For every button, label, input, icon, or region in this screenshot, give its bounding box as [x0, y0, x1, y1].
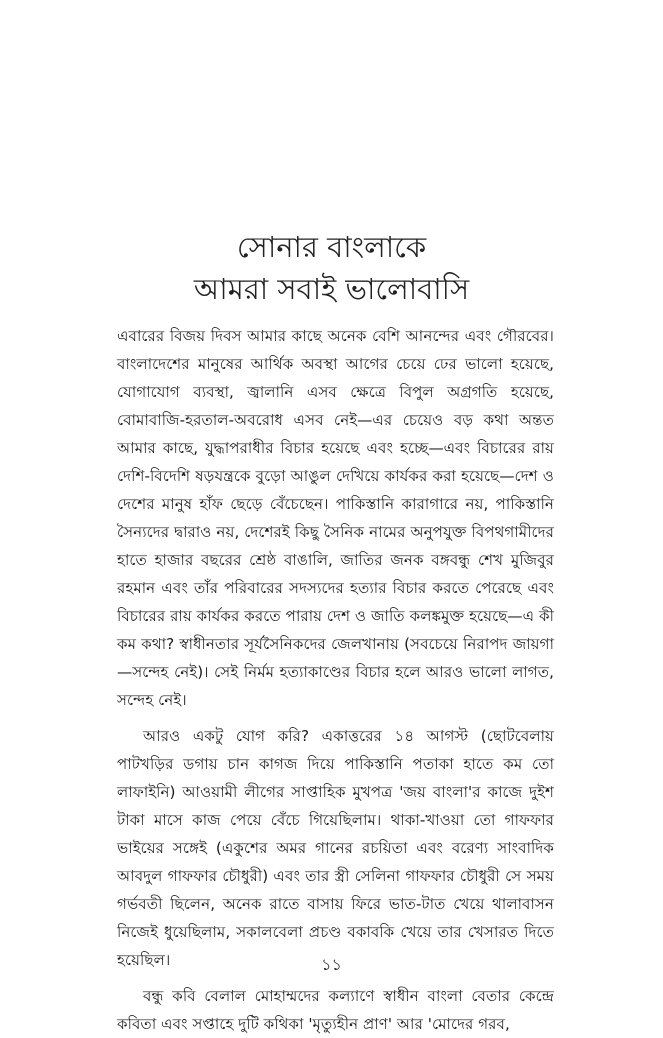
page-number: ১১: [321, 955, 342, 974]
paragraph-3: বন্ধু কবি বেলাল মোহাম্মদের কল্যাণে স্বাধীন বাংলা বেতার কেন্দ্রে কবিতা এবং সপ্তাহে দুটি কথিকা 'মৃত্যুহীন প্রাণ' আর 'মোদের গরব,: [117, 987, 554, 1033]
chapter-title-line-1: সোনার বাংলাকে: [236, 230, 427, 264]
body-text: [117, 322, 554, 1038]
paragraph-1: এবারের বিজয় দিবস আমার কাছে অনেক বেশি আনন্দের এবং গৌরবের। বাংলাদেশের মানুষের আর্থিক অবস্থা আগের চেয়ে ঢের ভালো হয়েছে, যোগাযোগ ব্যবস্থা, জ্বালানি এসব ক্ষেত্রে বিপুল অগ্রগতি হয়েছে, বোমাবাজি-হরতাল-অবরোধ এসব নেই—এর চেয়েও বড় কথা অন্তত আমার কাছে, যুদ্ধাপরাধীর বিচার হয়েছে এবং হচ্ছে—এবং বিচারের রায় দেশি-বিদেশি ষড়যন্ত্রকে বুড়ো আঙুল দেখিয়ে কার্যকর করা হয়েছে—দেশ ও দেশের মানুষ হাঁফ ছেড়ে বেঁচেছেন। পাকিস্তানি কারাগারে নয়, পাকিস্তানি সৈন্যদের দ্বারাও নয়, দেশেরই কিছু সৈনিক নামের অনুপযুক্ত বিপথগামীদের হাতে হাজার বছরের শ্রেষ্ঠ বাঙালি, জাতির জনক বঙ্গবন্ধু শেখ মুজিবুর রহমান এবং তাঁর পরিবারের সদস্যদের হত্যার বিচার করতে পেরেছে এবং বিচারের রায় কার্যকর করতে পারায় দেশ ও জাতি কলঙ্কমুক্ত হয়েছে—এ কী কম কথা? স্বাধীনতার সূর্যসৈনিকদের জেলখানায় (সবচেয়ে নিরাপদ জায়গা—সন্দেহ নেই)। সেই নির্মম হত্যাকাণ্ডের বিচার হলে আরও ভালো লাগত, সন্দেহ নেই।: [117, 327, 554, 709]
chapter-title-line-2: আমরা সবাই ভালোবাসি: [193, 272, 470, 306]
paragraph-2: আরও একটু যোগ করি? একাত্তরের ১৪ আগস্ট (ছোটবেলায় পাটখড়ির ডগায় চান কাগজ দিয়ে পাকিস্তানি পতাকা হাতে কম তো লাফাইনি) আওয়ামী লীগের সাপ্তাহিক মুখপত্র 'জয় বাংলা'র কাজে দুইশ টাকা মাসে কাজ পেয়ে বেঁচে গিয়েছিলাম। থাকা-খাওয়া তো গাফফার ভাইয়ের সঙ্গেই (একুশের অমর গানের রচয়িতা এবং বরেণ্য সাংবাদিক আবদুল গাফফার চৌধুরী) এবং তার স্ত্রী সেলিনা গাফফার চৌধুরী সে সময় গর্ভবতী ছিলেন, অনেক রাতে বাসায় ফিরে ভাত-টাত খেয়ে থালাবাসন নিজেই ধুয়েছিলাম, সকালবেলা প্রচণ্ড বকাবকি খেয়ে তার খেসারত দিতে হয়েছিল।: [117, 727, 554, 969]
